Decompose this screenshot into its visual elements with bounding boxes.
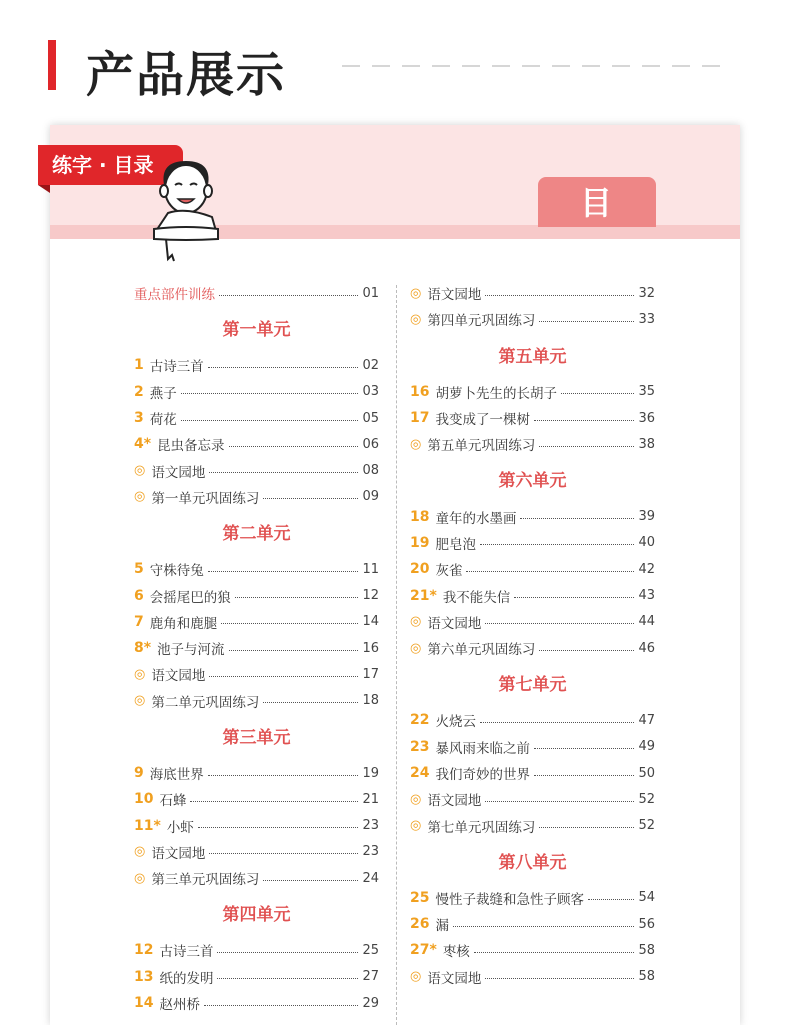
dot-leader <box>209 472 358 473</box>
entry-label: 我们奇妙的世界 <box>435 767 530 783</box>
bullet-circle-icon: ◎ <box>410 285 422 301</box>
unit-heading: 第三单元 <box>222 727 291 748</box>
toc-entry[interactable] <box>134 405 379 431</box>
toc-entry[interactable] <box>134 760 379 786</box>
dot-leader <box>263 498 358 499</box>
page-number: 11 <box>362 561 379 577</box>
toc-entry[interactable] <box>134 582 379 608</box>
page-number: 23 <box>362 844 379 860</box>
lesson-number: 14 <box>134 995 154 1012</box>
entry-label: 第一单元巩固练习 <box>151 490 260 507</box>
page-number: 39 <box>638 509 655 525</box>
entry-label: 古诗三首 <box>149 359 204 376</box>
page-number: 16 <box>362 640 379 656</box>
contents-heading: 目 录 <box>538 177 656 227</box>
page-number: 09 <box>362 489 379 505</box>
toc-entry[interactable] <box>410 760 655 786</box>
page-number: 27 <box>362 969 379 985</box>
toc-entry[interactable] <box>134 688 379 714</box>
page-number: 52 <box>638 818 655 834</box>
dot-leader <box>588 899 634 900</box>
entry-label: 胡萝卜先生的长胡子 <box>435 385 557 402</box>
page-number: 14 <box>362 614 379 630</box>
dot-leader <box>514 597 634 598</box>
entry-label: 漏 <box>435 918 449 935</box>
entry-label: 语文园地 <box>151 668 206 685</box>
toc-left-column <box>134 280 379 1016</box>
bullet-circle-icon: ◎ <box>134 870 146 886</box>
dot-leader <box>263 702 358 703</box>
page-number: 06 <box>362 436 379 452</box>
lesson-number: 3 <box>134 410 144 427</box>
toc-entry[interactable] <box>410 306 655 332</box>
lesson-number: 6 <box>134 587 144 604</box>
page-number: 56 <box>638 916 655 932</box>
page-number: 12 <box>362 588 379 604</box>
toc-entry[interactable] <box>410 786 655 812</box>
unit-heading: 第二单元 <box>222 524 291 545</box>
toc-entry[interactable] <box>410 379 655 405</box>
page-number: 08 <box>362 463 379 479</box>
entry-label: 古诗三首 <box>159 944 214 961</box>
unit-heading: 第八单元 <box>498 852 567 873</box>
bullet-circle-icon: ◎ <box>410 311 422 327</box>
lesson-number: 9 <box>134 765 144 781</box>
dot-leader <box>181 420 359 421</box>
entry-label: 荷花 <box>149 412 177 429</box>
bullet-circle-icon: ◎ <box>410 969 422 985</box>
lesson-number: 11* <box>134 817 161 834</box>
entry-label: 第七单元巩固练习 <box>427 819 536 836</box>
entry-label: 池子与河流 <box>157 642 225 659</box>
entry-label: 语文园地 <box>427 287 482 304</box>
dashed-rule <box>342 65 732 67</box>
dot-leader <box>480 544 634 545</box>
bullet-circle-icon: ◎ <box>134 463 146 479</box>
page-number: 17 <box>362 666 379 682</box>
tag-fold <box>38 185 50 193</box>
bullet-circle-icon: ◎ <box>410 640 422 656</box>
bullet-circle-icon: ◎ <box>134 489 146 505</box>
toc-entry[interactable] <box>410 405 655 431</box>
toc-entry[interactable] <box>410 280 655 306</box>
page-number: 21 <box>362 791 379 807</box>
entry-label: 守株待兔 <box>149 563 204 580</box>
entry-label: 海底世界 <box>149 767 204 783</box>
lesson-number: 2 <box>134 383 144 400</box>
dot-leader <box>198 827 359 828</box>
lesson-number: 26 <box>410 916 430 933</box>
entry-label: 我不能失信 <box>442 589 511 606</box>
entry-label: 童年的水墨画 <box>435 510 517 527</box>
entry-label: 语文园地 <box>151 845 206 862</box>
toc-entry[interactable] <box>134 280 379 306</box>
dot-leader <box>539 446 634 447</box>
toc-entry[interactable] <box>134 352 379 378</box>
toc-entry[interactable] <box>134 431 379 457</box>
dot-leader <box>534 775 634 776</box>
toc-entry[interactable] <box>134 865 379 891</box>
toc-entry[interactable] <box>410 530 655 556</box>
page-number: 01 <box>362 285 379 301</box>
entry-label: 重点部件训练 <box>134 287 215 304</box>
dot-leader <box>263 880 358 881</box>
toc-entry[interactable] <box>134 964 379 990</box>
lesson-number: 1 <box>134 357 144 374</box>
mascot-illustration <box>146 155 226 265</box>
dot-leader <box>208 775 359 776</box>
unit-heading: 第五单元 <box>498 346 567 367</box>
entry-label: 第四单元巩固练习 <box>427 313 536 330</box>
toc-entry[interactable] <box>410 609 655 635</box>
toc-entry[interactable] <box>410 812 655 838</box>
dot-leader <box>539 321 634 322</box>
page-number: 42 <box>638 561 655 577</box>
entry-label: 第三单元巩固练习 <box>151 872 260 889</box>
dot-leader <box>229 650 359 651</box>
page-number: 40 <box>638 535 655 551</box>
entry-label: 第五单元巩固练习 <box>427 438 536 455</box>
page-number: 35 <box>638 384 655 400</box>
page-number: 05 <box>362 410 379 426</box>
dot-leader <box>485 295 634 296</box>
dot-leader <box>453 926 634 927</box>
page-number: 58 <box>638 942 655 958</box>
dot-leader <box>534 420 634 421</box>
toc-entry[interactable] <box>134 839 379 865</box>
bullet-circle-icon: ◎ <box>134 693 146 709</box>
page-number: 24 <box>362 870 379 886</box>
page-number: 46 <box>638 640 655 656</box>
lesson-number: 24 <box>410 765 430 781</box>
page-number: 18 <box>362 693 379 709</box>
entry-label: 语文园地 <box>427 970 482 987</box>
unit-heading: 第七单元 <box>498 675 567 696</box>
page-number: 52 <box>638 791 655 807</box>
entry-label: 肥皂泡 <box>435 536 476 553</box>
toc-entry[interactable] <box>410 431 655 457</box>
lesson-number: 7 <box>134 613 144 630</box>
dot-leader <box>208 571 359 572</box>
unit-heading: 第六单元 <box>498 471 567 492</box>
lesson-number: 25 <box>410 889 430 906</box>
lesson-number: 19 <box>410 534 430 551</box>
entry-label: 语文园地 <box>151 464 206 481</box>
dot-leader <box>485 623 634 624</box>
toc-entry[interactable] <box>410 937 655 963</box>
lesson-number: 21* <box>410 587 437 604</box>
entry-label: 燕子 <box>149 385 177 402</box>
toc-entry[interactable] <box>134 556 379 582</box>
dot-leader <box>221 623 358 624</box>
page-number: 36 <box>638 410 655 426</box>
lesson-number: 13 <box>134 968 154 985</box>
lesson-number: 4* <box>134 436 152 453</box>
category-tag: 练字 · 目录 <box>38 145 183 185</box>
bullet-circle-icon: ◎ <box>410 818 422 834</box>
toc-entry[interactable] <box>134 457 379 483</box>
toc-entry[interactable] <box>410 964 655 990</box>
dot-leader <box>190 801 358 802</box>
dot-leader <box>208 367 359 368</box>
dot-leader <box>534 748 634 749</box>
bullet-circle-icon: ◎ <box>134 844 146 860</box>
toc-entry[interactable] <box>134 635 379 661</box>
entry-label: 枣核 <box>442 944 470 961</box>
lesson-number: 18 <box>410 508 430 525</box>
page-number: 32 <box>638 285 655 301</box>
entry-label: 第六单元巩固练习 <box>427 642 536 659</box>
unit-heading: 第一单元 <box>222 320 291 341</box>
lesson-number: 12 <box>134 942 154 959</box>
bullet-circle-icon: ◎ <box>134 666 146 682</box>
page-number: 47 <box>638 712 655 728</box>
toc-page <box>50 125 740 1025</box>
entry-label: 赵州桥 <box>159 997 200 1014</box>
column-divider <box>396 285 397 1025</box>
toc-right-column <box>410 280 655 990</box>
toc-entry[interactable] <box>134 661 379 687</box>
entry-label: 语文园地 <box>427 793 482 810</box>
lesson-number: 23 <box>410 738 430 755</box>
entry-label: 纸的发明 <box>159 970 214 987</box>
toc-entry[interactable] <box>410 707 655 733</box>
dot-leader <box>219 295 358 296</box>
section-title: 产品展示 <box>86 47 287 103</box>
dot-leader <box>485 978 634 979</box>
dot-leader <box>209 676 358 677</box>
bullet-circle-icon: ◎ <box>410 614 422 630</box>
bullet-circle-icon: ◎ <box>410 436 422 452</box>
lesson-number: 10 <box>134 791 154 808</box>
toc-entry[interactable] <box>410 885 655 911</box>
entry-label: 我变成了一棵树 <box>435 412 530 429</box>
dot-leader <box>474 952 635 953</box>
dot-leader <box>466 571 634 572</box>
dot-leader <box>217 978 358 979</box>
lesson-number: 16 <box>410 383 430 400</box>
page-number: 49 <box>638 739 655 755</box>
entry-label: 小虾 <box>166 819 194 836</box>
toc-entry[interactable] <box>134 990 379 1016</box>
dot-leader <box>209 853 358 854</box>
toc-entry[interactable] <box>410 911 655 937</box>
toc-entry[interactable] <box>410 734 655 760</box>
entry-label: 火烧云 <box>435 714 476 731</box>
lesson-number: 5 <box>134 561 144 578</box>
dot-leader <box>539 650 634 651</box>
entry-label: 暴风雨来临之前 <box>435 740 530 757</box>
entry-label: 昆虫备忘录 <box>157 438 225 455</box>
page-number: 38 <box>638 436 655 452</box>
unit-heading: 第四单元 <box>222 905 291 926</box>
dot-leader <box>520 518 634 519</box>
page-number: 02 <box>362 357 379 373</box>
dot-leader <box>539 827 634 828</box>
dot-leader <box>561 393 634 394</box>
entry-label: 鹿角和鹿腿 <box>149 615 218 632</box>
page-number: 25 <box>362 942 379 958</box>
entry-label: 灰雀 <box>435 563 463 580</box>
dot-leader <box>480 722 634 723</box>
page-number: 54 <box>638 890 655 906</box>
bullet-circle-icon: ◎ <box>410 791 422 807</box>
toc-entry[interactable] <box>410 635 655 661</box>
toc-entry[interactable] <box>134 379 379 405</box>
dot-leader <box>204 1005 358 1006</box>
page-number: 03 <box>362 384 379 400</box>
toc-entry[interactable] <box>134 786 379 812</box>
page-number: 50 <box>638 765 655 781</box>
page-number: 43 <box>638 588 655 604</box>
page-number: 33 <box>638 311 655 327</box>
toc-entry[interactable] <box>410 556 655 582</box>
page-number: 44 <box>638 614 655 630</box>
page-number: 23 <box>362 818 379 834</box>
toc-entry[interactable] <box>410 503 655 529</box>
toc-entry[interactable] <box>134 812 379 838</box>
toc-entry[interactable] <box>134 609 379 635</box>
section-header <box>0 0 790 120</box>
dot-leader <box>217 952 358 953</box>
lesson-number: 20 <box>410 561 430 578</box>
page-number: 58 <box>638 969 655 985</box>
toc-entry[interactable] <box>134 937 379 963</box>
toc-entry[interactable] <box>134 484 379 510</box>
dot-leader <box>485 801 634 802</box>
accent-bar <box>48 40 56 90</box>
lesson-number: 22 <box>410 712 430 729</box>
lesson-number: 17 <box>410 410 430 427</box>
toc-entry[interactable] <box>410 582 655 608</box>
page-number: 29 <box>362 995 379 1011</box>
entry-label: 语文园地 <box>427 615 482 632</box>
dot-leader <box>235 597 359 598</box>
page-number: 19 <box>362 765 379 781</box>
dot-leader <box>229 446 359 447</box>
entry-label: 会摇尾巴的狼 <box>149 589 231 606</box>
lesson-number: 8* <box>134 640 152 657</box>
dot-leader <box>181 393 359 394</box>
entry-label: 第二单元巩固练习 <box>151 694 260 711</box>
entry-label: 慢性子裁缝和急性子顾客 <box>435 891 584 908</box>
entry-label: 石蜂 <box>159 793 187 810</box>
lesson-number: 27* <box>410 942 437 959</box>
